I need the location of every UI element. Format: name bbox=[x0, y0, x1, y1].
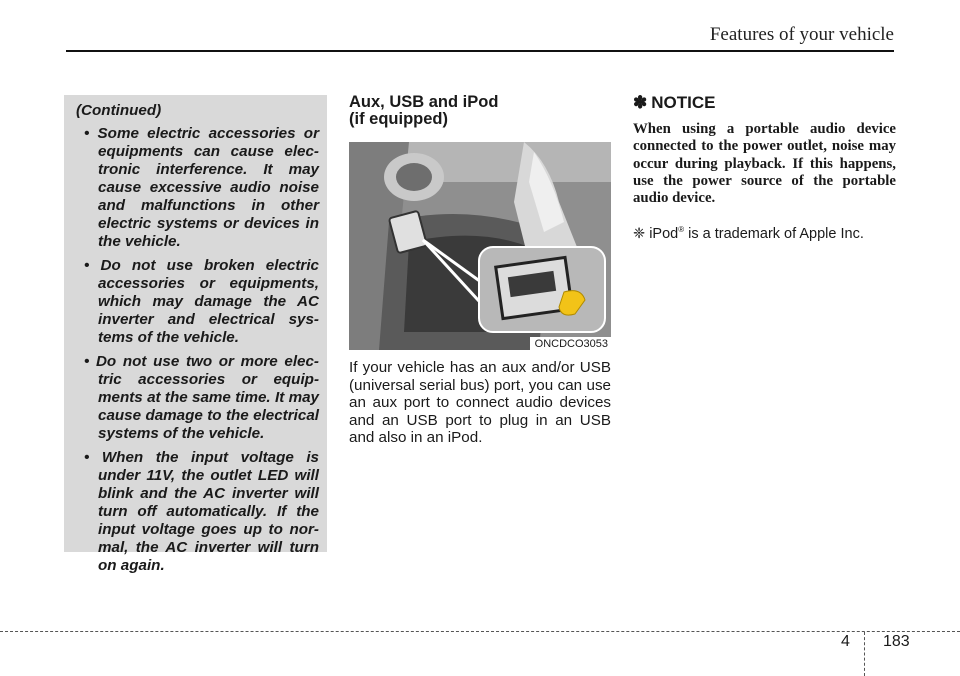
notice-title bbox=[633, 93, 896, 113]
notice-star-icon: ✽ bbox=[633, 93, 648, 112]
aux-usb-section bbox=[349, 94, 611, 447]
caution-item: • Some electric accessories or equipments can cause elec-tronic interference. It may cause excessive audio noise and malfunctions in other electric systems or devices in the vehicle. bbox=[84, 125, 319, 250]
section-body: If your vehicle has an aux and/or USB (universal serial bus) port, you can use an aux port to connect audio devices and an USB port to plug in an USB and also in an iPod. bbox=[349, 359, 611, 446]
notice-title-text: NOTICE bbox=[651, 93, 716, 112]
caution-box bbox=[64, 95, 327, 574]
chapter-number: 4 bbox=[841, 633, 850, 650]
caution-list bbox=[76, 125, 319, 575]
header-rule bbox=[66, 50, 894, 52]
trademark-symbol-icon: ❈ bbox=[633, 226, 646, 243]
console-illustration bbox=[349, 142, 611, 350]
section-title-line2: (if equipped) bbox=[349, 110, 448, 128]
footer-rule bbox=[0, 631, 960, 632]
page-header-title: Features of your vehicle bbox=[709, 24, 894, 45]
page-number-divider bbox=[864, 632, 865, 676]
trademark-brand: iPod bbox=[649, 226, 679, 243]
caution-item: • Do not use broken electric accessories or equipments, which may damage the AC inverter and electrical sys-tems of the vehicle. bbox=[84, 257, 319, 346]
continued-label: (Continued) bbox=[76, 102, 162, 119]
console-photo bbox=[349, 142, 611, 350]
page-number: 183 bbox=[883, 633, 910, 650]
trademark-rest: is a trademark of Apple Inc. bbox=[684, 226, 864, 243]
caution-item: • Do not use two or more elec-tric accessories or equip-ments at the same time. It may cause damage to the electrical systems of the vehicle. bbox=[84, 353, 319, 442]
registered-mark: ® bbox=[678, 225, 685, 235]
trademark-line bbox=[633, 225, 896, 242]
notice-text: When using a portable audio device connected to the power outlet, noise may occur during playback. If this happens, use the power source of the portable audio device. bbox=[633, 121, 896, 207]
notice-section bbox=[633, 93, 896, 242]
section-title bbox=[349, 94, 611, 128]
caution-item: • When the input voltage is under 11V, the outlet LED will blink and the AC inverter will turn off automatically. If the input voltage goes up to nor-mal, the AC inverter will turn on again. bbox=[84, 449, 319, 574]
image-code: ONCDCO3053 bbox=[530, 337, 611, 350]
section-title-line1: Aux, USB and iPod bbox=[349, 93, 499, 111]
